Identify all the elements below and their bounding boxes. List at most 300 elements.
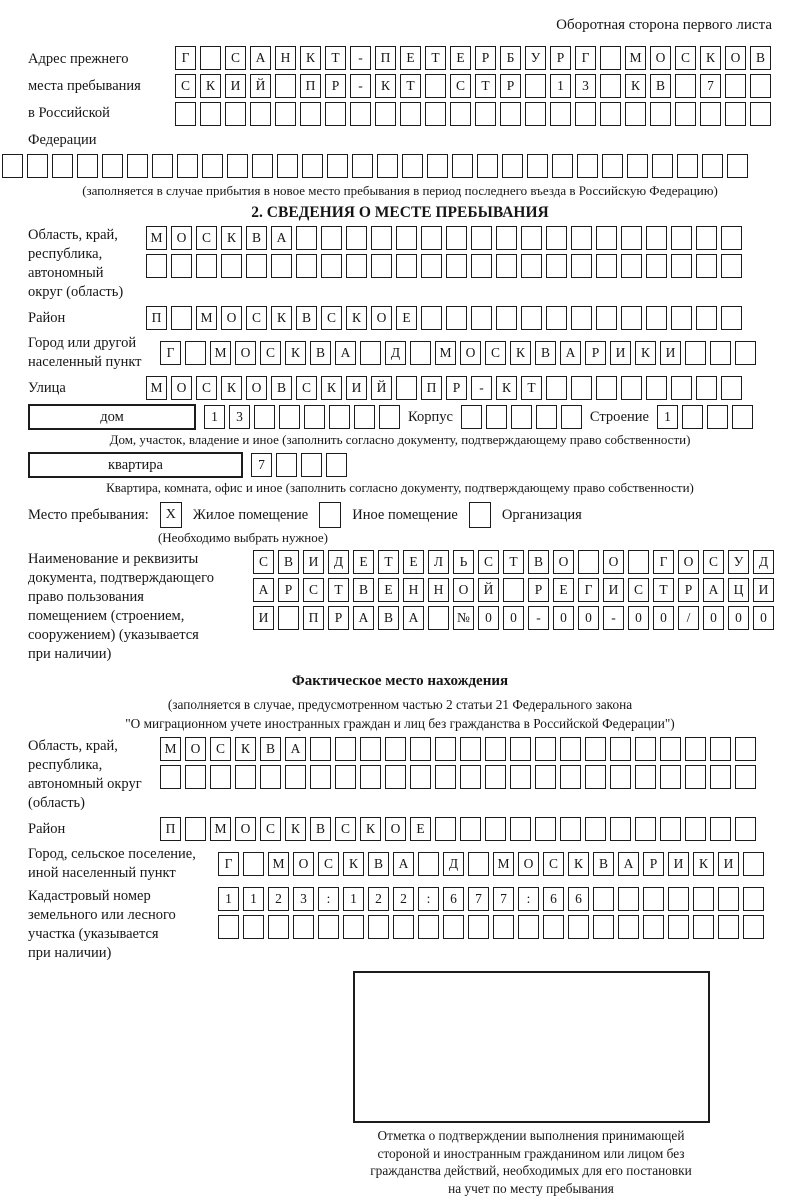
text-line: Федерации <box>28 127 175 154</box>
char-cell: С <box>335 817 356 841</box>
char-cell <box>735 341 756 365</box>
char-cell <box>743 915 764 939</box>
char-cell: А <box>403 606 424 630</box>
char-cell <box>235 765 256 789</box>
actual-location-title: Фактическое место нахождения <box>28 673 772 690</box>
char-cell: К <box>568 852 589 876</box>
char-cell: М <box>210 817 231 841</box>
option-residential-label: Жилое помещение <box>193 507 308 524</box>
char-cell: 1 <box>243 887 264 911</box>
char-cell <box>710 341 731 365</box>
char-cell: Е <box>378 578 399 602</box>
char-cell: У <box>525 46 546 70</box>
char-cell <box>402 154 423 178</box>
char-cell <box>285 765 306 789</box>
char-cell: Р <box>278 578 299 602</box>
char-cell: А <box>353 606 374 630</box>
char-row-actual-city <box>218 852 764 876</box>
char-cell: К <box>700 46 721 70</box>
char-cell: К <box>343 852 364 876</box>
char-cell <box>360 341 381 365</box>
char-cell <box>2 154 23 178</box>
char-cell <box>543 915 564 939</box>
text-line: Наименование и реквизиты <box>28 550 253 569</box>
char-cell: С <box>703 550 724 574</box>
text-line: республика, <box>28 245 146 264</box>
char-cell <box>718 887 739 911</box>
char-cell <box>560 765 581 789</box>
char-cell: Т <box>425 46 446 70</box>
text-line: в Российской <box>28 100 175 127</box>
text-line: участка (указывается <box>28 925 218 944</box>
char-cell <box>546 254 567 278</box>
char-cell: И <box>660 341 681 365</box>
char-cell <box>350 102 371 126</box>
char-cell: С <box>253 550 274 574</box>
char-cell: 0 <box>503 606 524 630</box>
char-cell: В <box>378 606 399 630</box>
char-cell <box>521 226 542 250</box>
char-cell: А <box>618 852 639 876</box>
char-cell: М <box>146 226 167 250</box>
char-cell <box>421 226 442 250</box>
char-cell: К <box>346 306 367 330</box>
char-cell <box>471 226 492 250</box>
char-cell <box>511 405 532 429</box>
char-cell: М <box>493 852 514 876</box>
char-cell <box>718 915 739 939</box>
char-cell <box>301 453 322 477</box>
char-cell <box>685 341 706 365</box>
char-cell: В <box>750 46 771 70</box>
text-line: Адрес прежнего <box>28 46 175 73</box>
apartment-type-box: квартира <box>28 452 243 478</box>
char-cell <box>710 817 731 841</box>
char-cell: А <box>250 46 271 70</box>
char-cell: К <box>496 376 517 400</box>
char-cell: - <box>471 376 492 400</box>
char-cell <box>400 102 421 126</box>
apartment-caption: Квартира, комната, офис и иное (заполнить согласно документу, подтверждающему право собственности) <box>28 479 772 496</box>
char-cell: В <box>296 306 317 330</box>
char-row-korpus <box>461 405 582 429</box>
char-cell: Р <box>585 341 606 365</box>
char-cell: С <box>628 578 649 602</box>
char-cell: Д <box>753 550 774 574</box>
actual-location-note <box>28 695 772 733</box>
char-cell: М <box>146 376 167 400</box>
char-cell: О <box>553 550 574 574</box>
char-row-city <box>160 341 756 365</box>
char-cell <box>243 852 264 876</box>
text-line: (область) <box>28 794 160 813</box>
char-cell: О <box>171 376 192 400</box>
char-cell <box>682 405 703 429</box>
char-cell <box>568 915 589 939</box>
char-cell <box>618 915 639 939</box>
char-cell <box>671 254 692 278</box>
char-cell: О <box>235 817 256 841</box>
char-cell <box>175 102 196 126</box>
char-cell: О <box>293 852 314 876</box>
char-cell <box>618 887 639 911</box>
cadastral-label <box>28 887 218 963</box>
char-cell <box>677 154 698 178</box>
char-cell: С <box>485 341 506 365</box>
char-cell: 1 <box>657 405 678 429</box>
char-cell: С <box>196 376 217 400</box>
char-cell: И <box>303 550 324 574</box>
char-cell <box>360 765 381 789</box>
char-cell <box>452 154 473 178</box>
char-cell: В <box>278 550 299 574</box>
char-cell: К <box>271 306 292 330</box>
char-cell <box>254 405 275 429</box>
char-row-stroenie <box>657 405 753 429</box>
page-side-note: Оборотная сторона первого листа <box>28 16 772 34</box>
char-cell <box>500 102 521 126</box>
char-cell <box>202 154 223 178</box>
char-cell <box>200 102 221 126</box>
char-cell <box>152 154 173 178</box>
char-cell: О <box>518 852 539 876</box>
char-cell <box>310 737 331 761</box>
char-cell <box>627 154 648 178</box>
char-cell <box>460 765 481 789</box>
char-cell: - <box>528 606 549 630</box>
char-cell: С <box>175 74 196 98</box>
char-cell: 0 <box>653 606 674 630</box>
char-cell: С <box>321 306 342 330</box>
char-cell <box>585 737 606 761</box>
char-cell: С <box>318 852 339 876</box>
char-cell: Е <box>403 550 424 574</box>
char-row-prev-1 <box>175 46 771 70</box>
text-line: при наличии) <box>28 645 253 664</box>
char-cell: Г <box>578 578 599 602</box>
char-cell <box>428 606 449 630</box>
char-cell: В <box>260 737 281 761</box>
char-cell: 1 <box>343 887 364 911</box>
option-organization-label: Организация <box>502 507 582 524</box>
char-cell <box>377 154 398 178</box>
char-cell <box>246 254 267 278</box>
char-cell: П <box>303 606 324 630</box>
char-cell <box>721 306 742 330</box>
char-cell: Д <box>443 852 464 876</box>
char-cell <box>525 102 546 126</box>
stay-type-row <box>28 502 772 528</box>
char-cell: 2 <box>268 887 289 911</box>
text-line: документа, подтверждающего <box>28 569 253 588</box>
char-cell <box>510 817 531 841</box>
text-line: на учет по месту пребывания <box>296 1180 766 1197</box>
char-cell: Е <box>400 46 421 70</box>
char-cell: Е <box>410 817 431 841</box>
char-cell: Е <box>396 306 417 330</box>
char-cell: И <box>603 578 624 602</box>
char-row-prev-2 <box>175 74 771 98</box>
char-cell <box>393 915 414 939</box>
char-row-region-2 <box>146 254 742 278</box>
char-cell: О <box>678 550 699 574</box>
char-row-prev-3 <box>175 102 771 126</box>
char-row-document-3 <box>253 606 774 630</box>
char-cell: Г <box>218 852 239 876</box>
char-cell: П <box>375 46 396 70</box>
char-cell <box>268 915 289 939</box>
char-cell: Ц <box>728 578 749 602</box>
text-line: земельного или лесного <box>28 906 218 925</box>
char-cell <box>675 74 696 98</box>
char-cell <box>435 765 456 789</box>
char-cell <box>435 817 456 841</box>
char-cell: Е <box>553 578 574 602</box>
char-cell: К <box>510 341 531 365</box>
char-cell: Т <box>378 550 399 574</box>
korpus-label: Корпус <box>408 409 453 426</box>
char-cell: К <box>285 817 306 841</box>
field-actual-city <box>28 845 772 883</box>
char-cell <box>296 226 317 250</box>
char-cell <box>725 102 746 126</box>
text-line: Город или другой <box>28 334 160 353</box>
char-cell <box>696 376 717 400</box>
char-cell <box>496 254 517 278</box>
char-cell <box>243 915 264 939</box>
char-cell <box>621 376 642 400</box>
char-cell <box>685 817 706 841</box>
char-cell <box>552 154 573 178</box>
char-cell <box>596 254 617 278</box>
char-cell <box>485 765 506 789</box>
apartment-row <box>28 452 772 478</box>
char-cell <box>326 453 347 477</box>
char-cell: Р <box>550 46 571 70</box>
text-line: места пребывания <box>28 73 175 100</box>
field-actual-district <box>28 817 772 841</box>
char-cell: И <box>610 341 631 365</box>
char-cell <box>300 102 321 126</box>
char-cell: К <box>693 852 714 876</box>
char-cell <box>446 254 467 278</box>
char-cell: Р <box>475 46 496 70</box>
char-cell: О <box>460 341 481 365</box>
char-cell <box>621 254 642 278</box>
char-cell: О <box>171 226 192 250</box>
char-row-street <box>146 376 742 400</box>
char-cell: А <box>285 737 306 761</box>
house-caption: Дом, участок, владение и иное (заполнить согласно документу, подтверждающему право собственности) <box>28 431 772 448</box>
char-cell <box>560 737 581 761</box>
char-cell: 0 <box>728 606 749 630</box>
char-cell <box>571 376 592 400</box>
char-cell: О <box>235 341 256 365</box>
char-cell <box>421 306 442 330</box>
char-cell: Н <box>403 578 424 602</box>
char-row-actual-district <box>160 817 756 841</box>
char-cell <box>471 254 492 278</box>
char-cell <box>550 102 571 126</box>
char-cell: 0 <box>703 606 724 630</box>
char-cell <box>600 74 621 98</box>
char-cell <box>275 74 296 98</box>
char-cell: А <box>560 341 581 365</box>
char-cell <box>354 405 375 429</box>
char-cell: А <box>271 226 292 250</box>
char-cell: С <box>260 817 281 841</box>
char-row-actual-region-2 <box>160 765 756 789</box>
char-cell <box>535 765 556 789</box>
char-cell <box>643 887 664 911</box>
char-cell <box>146 254 167 278</box>
char-cell: К <box>321 376 342 400</box>
char-cell <box>385 737 406 761</box>
char-cell: К <box>221 226 242 250</box>
char-cell: М <box>435 341 456 365</box>
text-line: (заполняется в случае, предусмотренном частью 2 статьи 21 Федерального закона <box>28 695 772 714</box>
checkbox-residential: X <box>160 502 182 528</box>
char-cell <box>325 102 346 126</box>
text-line: Отметка о подтверждении выполнения принимающей <box>296 1127 766 1145</box>
char-cell <box>535 817 556 841</box>
char-cell: О <box>725 46 746 70</box>
field-region <box>28 226 772 302</box>
char-cell <box>321 226 342 250</box>
char-cell: В <box>593 852 614 876</box>
char-cell <box>635 817 656 841</box>
char-cell <box>318 915 339 939</box>
char-cell <box>621 306 642 330</box>
char-cell <box>250 102 271 126</box>
char-cell <box>696 306 717 330</box>
char-cell <box>410 737 431 761</box>
char-cell <box>610 737 631 761</box>
char-cell <box>646 254 667 278</box>
char-cell: К <box>285 341 306 365</box>
char-cell <box>518 915 539 939</box>
char-cell <box>321 254 342 278</box>
stroenie-label: Строение <box>590 409 649 426</box>
char-cell <box>735 765 756 789</box>
char-cell <box>276 453 297 477</box>
char-cell <box>600 102 621 126</box>
char-cell <box>646 306 667 330</box>
char-cell: Д <box>328 550 349 574</box>
char-cell: К <box>635 341 656 365</box>
char-cell: Р <box>328 606 349 630</box>
char-cell <box>468 915 489 939</box>
char-cell <box>200 46 221 70</box>
char-cell <box>460 817 481 841</box>
street-label: Улица <box>28 379 146 398</box>
text-line: при наличии) <box>28 944 218 963</box>
text-line: населенный пункт <box>28 353 160 372</box>
char-cell: П <box>146 306 167 330</box>
stay-type-label: Место пребывания: <box>28 507 149 524</box>
char-cell: В <box>535 341 556 365</box>
char-cell <box>102 154 123 178</box>
char-cell: П <box>421 376 442 400</box>
char-cell <box>27 154 48 178</box>
char-cell: Т <box>475 74 496 98</box>
char-cell <box>685 737 706 761</box>
char-row-document-1 <box>253 550 774 574</box>
char-cell: И <box>718 852 739 876</box>
char-cell: 1 <box>204 405 225 429</box>
char-row-cadastral-1 <box>218 887 764 911</box>
char-cell: 3 <box>293 887 314 911</box>
char-cell <box>571 306 592 330</box>
char-cell <box>610 765 631 789</box>
char-cell <box>650 102 671 126</box>
char-cell <box>335 737 356 761</box>
char-cell <box>596 226 617 250</box>
char-cell <box>625 102 646 126</box>
char-cell: Т <box>400 74 421 98</box>
char-cell <box>396 226 417 250</box>
char-cell: 7 <box>468 887 489 911</box>
char-cell: Г <box>575 46 596 70</box>
char-cell: Й <box>371 376 392 400</box>
field-previous-address <box>28 46 772 154</box>
char-cell <box>446 226 467 250</box>
char-cell: Б <box>500 46 521 70</box>
char-cell: - <box>350 74 371 98</box>
text-line: стороной и иностранным гражданином или лицом без <box>296 1145 766 1163</box>
actual-city-label <box>28 845 218 883</box>
city-label <box>28 334 160 372</box>
char-cell: Ь <box>453 550 474 574</box>
char-cell: А <box>253 578 274 602</box>
char-cell <box>646 226 667 250</box>
char-row-document-2 <box>253 578 774 602</box>
char-cell <box>279 405 300 429</box>
char-cell: П <box>160 817 181 841</box>
char-cell: О <box>221 306 242 330</box>
char-cell: Н <box>428 578 449 602</box>
text-line: иной населенный пункт <box>28 864 218 883</box>
text-line: помещением (строением, <box>28 607 253 626</box>
char-cell: А <box>335 341 356 365</box>
char-cell <box>675 102 696 126</box>
char-cell: 6 <box>443 887 464 911</box>
region-label <box>28 226 146 302</box>
char-cell: С <box>210 737 231 761</box>
char-cell: Й <box>478 578 499 602</box>
text-line: Кадастровый номер <box>28 887 218 906</box>
text-line: автономный <box>28 264 146 283</box>
char-cell <box>485 737 506 761</box>
char-cell: К <box>235 737 256 761</box>
char-cell <box>446 306 467 330</box>
char-cell: О <box>371 306 392 330</box>
char-cell <box>496 226 517 250</box>
char-cell <box>696 254 717 278</box>
char-cell <box>461 405 482 429</box>
char-cell <box>221 254 242 278</box>
char-cell <box>727 154 748 178</box>
char-cell <box>360 737 381 761</box>
char-cell <box>160 765 181 789</box>
char-cell: 0 <box>553 606 574 630</box>
char-cell: В <box>368 852 389 876</box>
char-cell <box>296 254 317 278</box>
char-cell <box>546 306 567 330</box>
char-cell: М <box>196 306 217 330</box>
char-cell: С <box>196 226 217 250</box>
char-cell: М <box>625 46 646 70</box>
